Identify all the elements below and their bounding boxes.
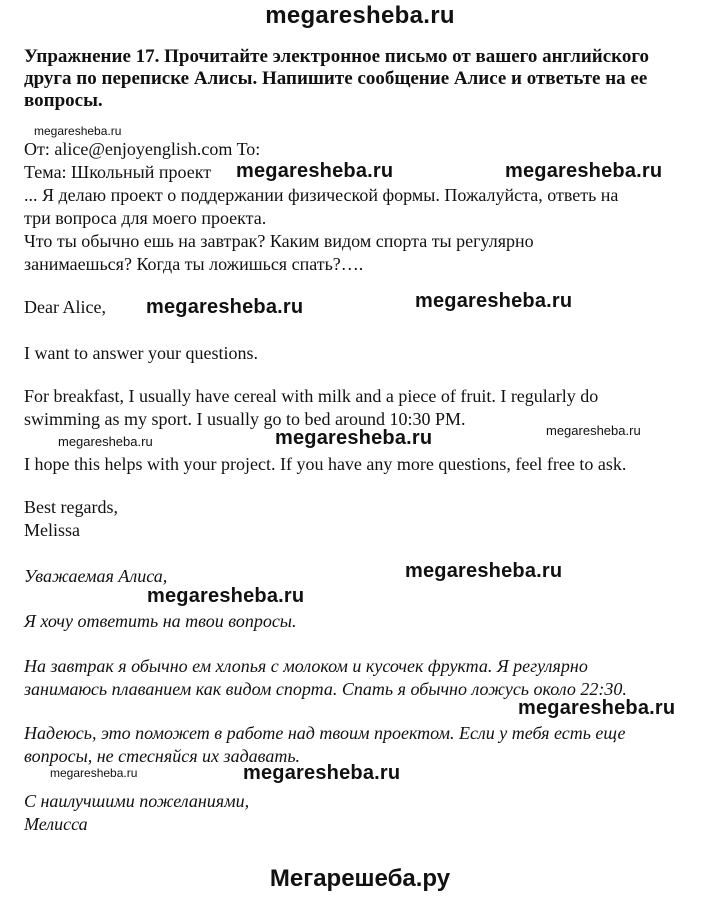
reply-ru-answers-line: занимаюсь плаванием как видом спорта. Спать я обычно ложусь около 22:30. bbox=[24, 679, 627, 699]
watermark-small: megaresheba.ru bbox=[58, 434, 153, 449]
instruction-line: друга по переписке Алисы. Напишите сообщение Алисе и ответьте на ее bbox=[24, 68, 648, 89]
reply-ru-closing-line: вопросы, не стесняйся их задавать. bbox=[24, 746, 301, 766]
watermark: megaresheba.ru bbox=[505, 160, 663, 182]
reply-en-intro: I want to answer your questions. bbox=[24, 343, 258, 363]
watermark: megaresheba.ru bbox=[275, 427, 433, 449]
instruction-line: вопросы. bbox=[24, 90, 103, 111]
reply-en-closing: I hope this helps with your project. If you have any more questions, feel free to ask. bbox=[24, 454, 627, 474]
reply-ru-intro: Я хочу ответить на твои вопросы. bbox=[24, 611, 297, 631]
email-from-line: От: alice@enjoyenglish.com To: bbox=[24, 139, 261, 159]
watermark: megaresheba.ru bbox=[415, 290, 573, 312]
watermark: megaresheba.ru bbox=[243, 762, 401, 784]
reply-en-answers-line: swimming as my sport. I usually go to bed around 10:30 PM. bbox=[24, 409, 466, 429]
reply-ru-answers-line: На завтрак я обычно ем хлопья с молоком и кусочек фрукта. Я регулярно bbox=[24, 656, 588, 676]
reply-ru-name: Мелисса bbox=[24, 814, 88, 834]
watermark-small: megaresheba.ru bbox=[546, 423, 641, 438]
reply-en-answers-line: For breakfast, I usually have cereal with milk and a piece of fruit. I regularly do bbox=[24, 386, 599, 406]
watermark-small: megaresheba.ru bbox=[50, 766, 138, 780]
email-body-line: Что ты обычно ешь на завтрак? Каким видом спорта ты регулярно bbox=[24, 231, 534, 251]
watermark-small: megaresheba.ru bbox=[34, 124, 122, 138]
exercise-instructions bbox=[24, 46, 694, 112]
reply-ru-signoff: С наилучшими пожеланиями, bbox=[24, 791, 250, 811]
email-body-line: ... Я делаю проект о поддержании физической формы. Пожалуйста, ответь на bbox=[24, 185, 619, 205]
watermark: megaresheba.ru bbox=[236, 160, 394, 182]
email-subject-line: Тема: Школьный проект bbox=[24, 162, 212, 182]
reply-ru-greeting: Уважаемая Алиса, bbox=[24, 566, 168, 586]
watermark: megaresheba.ru bbox=[147, 585, 305, 607]
email-body-line: занимаешься? Когда ты ложишься спать?…. bbox=[24, 254, 364, 274]
email-body-line: три вопроса для моего проекта. bbox=[24, 208, 267, 228]
reply-ru-closing-line: Надеюсь, это поможет в работе над твоим проектом. Если у тебя есть еще bbox=[24, 723, 626, 743]
reply-en-name: Melissa bbox=[24, 520, 80, 540]
instruction-line: Упражнение 17. Прочитайте электронное письмо от вашего английского bbox=[24, 46, 650, 67]
reply-en-greeting: Dear Alice, bbox=[24, 297, 106, 317]
watermark: megaresheba.ru bbox=[405, 560, 563, 582]
watermark: megaresheba.ru bbox=[518, 697, 676, 719]
footer-site-name[interactable]: Мегарешеба.ру bbox=[269, 865, 451, 892]
site-title[interactable]: megaresheba.ru bbox=[265, 2, 455, 29]
reply-en-signoff: Best regards, bbox=[24, 497, 118, 517]
watermark: megaresheba.ru bbox=[146, 296, 304, 318]
